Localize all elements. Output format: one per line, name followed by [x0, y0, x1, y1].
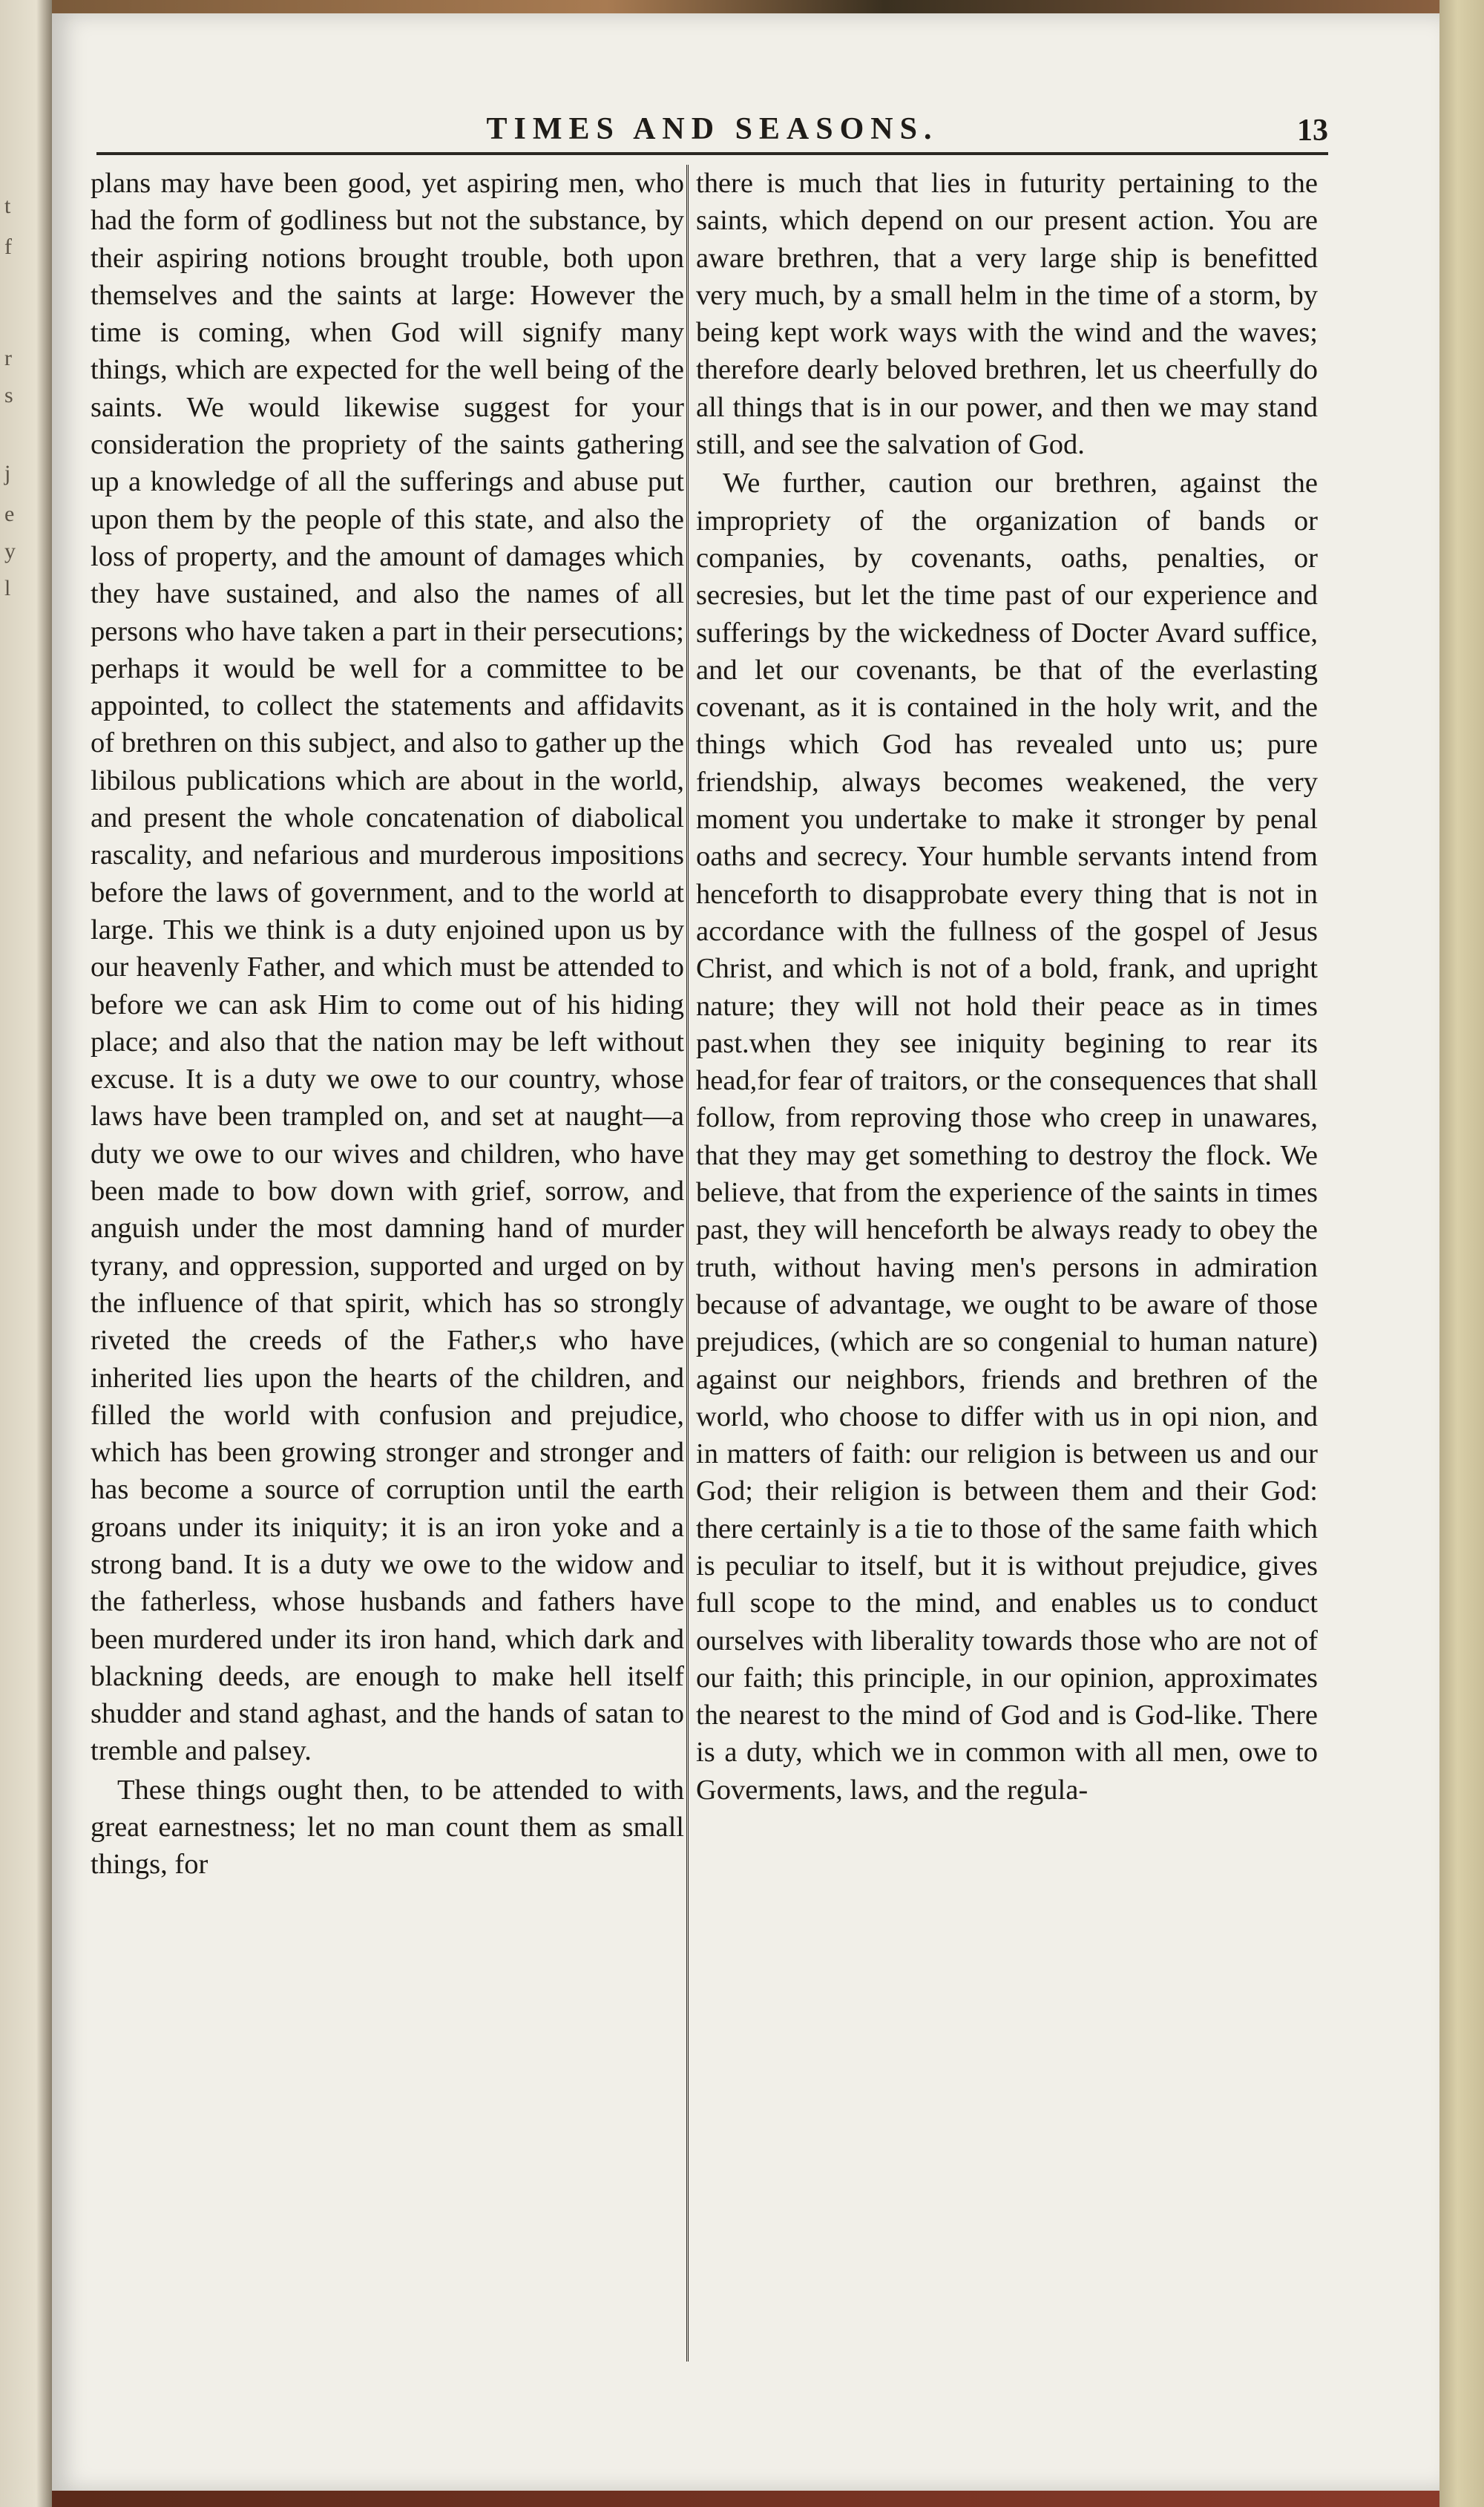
- page-number: 13: [1297, 114, 1328, 148]
- right-paragraph-2: We further, caution our brethren, against the impropriety of the organization of bands or companies, by covenants, oaths, penalties, or secresies, but let the time past of our experience and sufferings by the wickedness of Docter Avard suffice, and let our covenants, be that of the everlasting covenant, as it is contained in the holy writ, and the things which God has revealed unto us; pure friendship, always becomes weakened, the very moment you undertake to make it stronger by penal oaths and secrecy. Your humble servants intend from henceforth to disapprobate every thing that is not in accordance with the fullness of the gospel of Jesus Christ, and which is not of a bold, frank, and upright nature; they will not hold their peace as in times past.when they see iniquity begining to rear its head,for fear of traitors, or the consequences that shall follow, from reproving those who creep in unawares, that they may get something to destroy the flock. We believe, that from the experience of the saints in times past, they will henceforth be always ready to obey the truth, without having men's persons in admiration because of advantage, we ought to be aware of those prejudices, (which are so congenial to human nature) against our neighbors, friends and brethren of the world, who choose to differ with us in opi nion, and in matters of faith: our religion is between us and our God; their religion is between them and their God: there certainly is a tie to those of the same faith which is peculiar to itself, but it is without prejudice, gives full scope to the mind, and enables us to conduct ourselves with liberality towards those who are not of our faith; this principle, in our opinion, approximates the nearest to the mind of God and is God-like. There is a duty, which we in common with all men, owe to Goverments, laws, and the regula-: [696, 468, 1318, 1806]
- header-rule: [96, 152, 1328, 155]
- left-paragraph-1: plans may have been good, yet aspiring men, who had the form of godliness but not the substance, by their aspiring notions brought trouble, both upon themselves and the saints at large: However the time is coming, when God will signify many things, which are expected for the well being of the saints. We would likewise suggest for your consideration the propriety of the saints gathering up a knowledge of all the sufferings and abuse put upon them by the people of this state, and also the loss of property, and the amount of damages which they have sustained, and also the names of all persons who have taken a part in their persecutions; perhaps it would be well for a committee to be appointed, to collect the statements and affidavits of brethren on this subject, and also to gather up the libilous publications which are about in the world, and present the whole concatenation of diabolical rascality, and nefarious and murderous impositions before the laws of government, and to the world at large. This we think is a duty enjoined upon us by our heavenly Father, and which must be attended to before we can ask Him to come out of his hiding place; and also that the nation may be left without excuse. It is a duty we owe to our country, whose laws have been trampled on, and set at naught—a duty we owe to our wives and children, who have been made to bow down with grief, sorrow, and anguish under the most damning hand of murder tyrany, and oppression, supported and urged on by the influence of that spirit, which has so strongly riveted the creeds of the Father,s who have inherited lies upon the hearts of the children, and filled the world with confusion and prejudice, which has been growing stronger and stronger and has become a source of corruption until the earth groans under its iniquity; it is an iron yoke and a strong band. It is a duty we owe to the widow and the fatherless, whose husbands and fathers have been murdered under its iron hand, which dark and blackning deeds, are enough to make hell itself shudder and stand aghast, and the hands of satan to tremble and palsey.: [91, 168, 684, 1767]
- right-paragraph-1: there is much that lies in futurity pertaining to the saints, which depend on our present action. You are aware brethren, that a very large ship is benefitted very much, by a small helm in the time of a storm, by being kept work ways with the wind and the waves; therefore dearly beloved brethren, let us cheerfully do all things that is in our power, and then we may stand still, and see the salvation of God.: [696, 168, 1318, 461]
- margin-fragment: e: [4, 502, 15, 526]
- running-head: [96, 104, 1328, 156]
- margin-fragment: r: [4, 346, 12, 370]
- margin-fragment: t: [4, 194, 11, 218]
- left-column: [91, 165, 684, 1884]
- margin-fragment: j: [4, 461, 11, 485]
- margin-fragment: f: [4, 235, 12, 259]
- margin-fragment: y: [4, 539, 16, 563]
- book-top-edge: [52, 0, 1439, 13]
- margin-fragment: s: [4, 383, 13, 407]
- book-fore-edge: [1439, 0, 1484, 2507]
- facing-page-edge: [0, 0, 52, 2507]
- right-column: [696, 165, 1318, 1809]
- page-title: TIMES AND SEASONS.: [486, 112, 939, 146]
- margin-fragment: l: [4, 576, 11, 600]
- left-paragraph-2: These things ought then, to be attended to with great earnestness; let no man count them as small things, for: [91, 1774, 684, 1881]
- column-divider: [686, 165, 689, 2362]
- book-bottom-edge: [52, 2491, 1439, 2507]
